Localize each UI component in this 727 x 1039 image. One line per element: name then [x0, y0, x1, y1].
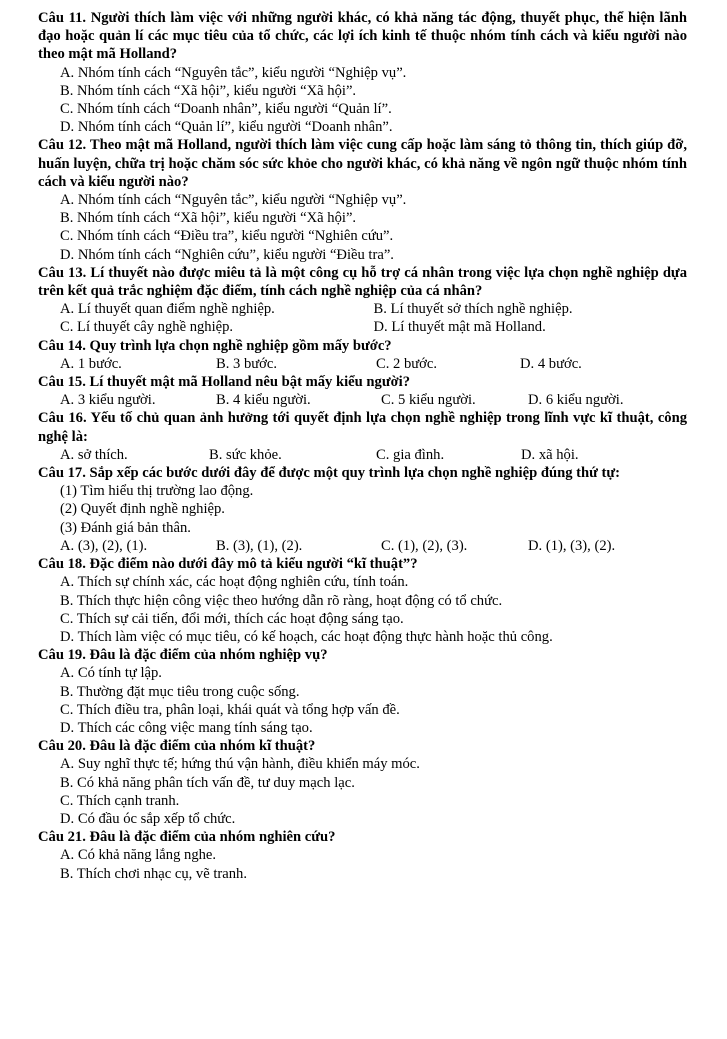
question-number: Câu 11. [38, 10, 87, 26]
question-stem: Sắp xếp các bước dưới đây để được một quy trình lựa chọn nghề nghiệp đúng thứ tự: [89, 465, 620, 482]
option-a: A. Thích sự chính xác, các hoạt động nghiên cứu, tính toán. [60, 574, 409, 591]
question-20 [38, 737, 687, 828]
option-c: C. Thích sự cải tiến, đổi mới, thích các hoạt động sáng tạo. [60, 610, 404, 627]
question-number: Câu 12. [38, 137, 87, 154]
option-d: D. Lí thuyết mật mã Holland. [373, 319, 546, 336]
question-number: Câu 14. [38, 337, 86, 354]
question-stem: Lí thuyết nào được miêu tả là một công cụ hỗ trợ cá nhân trong việc lựa chọn nghề nghiệp dựa trên kết quả trắc nghiệm đặc điểm, tính cách nghề nghiệp của cá nhân? [38, 264, 687, 300]
option-c: C. Nhóm tính cách “Điều tra”, kiểu người “Nghiên cứu”. [60, 228, 394, 245]
step-1: (1) Tìm hiểu thị trường lao động. [60, 483, 254, 500]
question-stem: Yếu tố chủ quan ảnh hưởng tới quyết định lựa chọn nghề nghiệp trong lĩnh vực kĩ thuật, công nghệ là: [38, 410, 688, 445]
question-stem: Đâu là đặc điểm của nhóm kĩ thuật? [89, 738, 316, 755]
option-d: D. xã hội. [521, 446, 579, 463]
step-2: (2) Quyết định nghề nghiệp. [60, 501, 225, 518]
options-row [38, 537, 687, 555]
option-c: C. Thích điều tra, phân loại, khái quát và tổng hợp vấn đề. [60, 701, 400, 718]
option-a: A. Nhóm tính cách “Nguyên tắc”, kiểu người “Nghiệp vụ”. [60, 192, 407, 209]
option-b: B. Thích thực hiện công việc theo hướng dẫn rõ ràng, hoạt động có tổ chức. [60, 592, 503, 609]
option-c: C. Nhóm tính cách “Doanh nhân”, kiểu người “Quản lí”. [60, 101, 392, 118]
question-19 [38, 646, 687, 737]
option-a: A. Lí thuyết quan điểm nghề nghiệp. [60, 301, 275, 318]
option-a: A. Nhóm tính cách “Nguyên tắc”, kiểu người “Nghiệp vụ”. [60, 64, 407, 81]
question-stem: Lí thuyết mật mã Holland nêu bật mấy kiểu người? [89, 374, 411, 391]
option-c: C. (1), (2), (3). [381, 537, 468, 554]
option-a: A. Suy nghĩ thực tế; hứng thú vận hành, điều khiển máy móc. [60, 756, 420, 773]
question-number: Câu 19. [38, 647, 86, 664]
question-number: Câu 21. [38, 829, 86, 846]
option-b: B. 4 kiểu người. [216, 392, 311, 409]
option-d: D. 6 kiểu người. [528, 392, 624, 409]
question-number: Câu 15. [38, 374, 86, 391]
option-c: C. 2 bước. [376, 355, 438, 372]
question-stem: Đâu là đặc điểm của nhóm nghiệp vụ? [89, 647, 328, 664]
option-a: A. Có tính tự lập. [60, 665, 162, 682]
question-16 [38, 409, 687, 464]
option-b: B. (3), (1), (2). [216, 537, 303, 554]
question-stem: Theo mật mã Holland, người thích làm việc cung cấp hoặc làm sáng tỏ thông tin, thích giúp đỡ, huấn luyện, chữa trị hoặc chăm sóc sức khỏe cho người khác, có khả năng về ngôn ngữ thuộc nhóm tính cách và kiểu người nào? [38, 137, 688, 190]
question-21 [38, 828, 687, 883]
option-d: D. Có đầu óc sắp xếp tổ chức. [60, 810, 236, 827]
question-stem: Quy trình lựa chọn nghề nghiệp gồm mấy bước? [89, 337, 392, 354]
option-a: A. 3 kiểu người. [60, 392, 156, 409]
option-b: B. Thích chơi nhạc cụ, vẽ tranh. [60, 865, 247, 882]
option-b: B. Nhóm tính cách “Xã hội”, kiểu người “Xã hội”. [60, 210, 357, 227]
option-b: B. 3 bước. [216, 355, 278, 372]
question-stem: Đặc điểm nào dưới đây mô tả kiểu người “kĩ thuật”? [89, 556, 418, 573]
question-17 [38, 464, 687, 555]
question-12 [38, 136, 687, 263]
options-row [38, 446, 687, 464]
options-row [38, 355, 687, 373]
question-stem: Đâu là đặc điểm của nhóm nghiên cứu? [89, 829, 336, 846]
option-b: B. Lí thuyết sở thích nghề nghiệp. [373, 301, 573, 318]
options-row [38, 300, 687, 318]
option-a: A. Có khả năng lắng nghe. [60, 847, 217, 864]
option-b: B. Thường đặt mục tiêu trong cuộc sống. [60, 683, 300, 700]
option-a: A. (3), (2), (1). [60, 537, 148, 554]
question-number: Câu 13. [38, 264, 87, 281]
question-stem: Người thích làm việc với những người khác, có khả năng tác động, thuyết phục, thể hiện lãnh đạo hoặc quản lí các mục tiêu của tổ chức, các lợi ích kinh tế thuộc nhóm tính cách và kiểu người nào theo mật mã Holland? [38, 10, 687, 63]
question-13 [38, 264, 687, 337]
option-a: A. sở thích. [60, 446, 128, 463]
option-b: B. sức khỏe. [209, 446, 282, 463]
option-d: D. Thích làm việc có mục tiêu, có kế hoạch, các hoạt động thực hành hoặc thủ công. [60, 628, 553, 645]
question-number: Câu 18. [38, 556, 86, 573]
option-d: D. Thích các công việc mang tính sáng tạo. [60, 719, 313, 736]
step-3: (3) Đánh giá bản thân. [60, 519, 191, 536]
option-c: C. 5 kiểu người. [381, 392, 476, 409]
option-d: D. (1), (3), (2). [528, 537, 616, 554]
option-d: D. 4 bước. [520, 355, 582, 372]
option-b: B. Có khả năng phân tích vấn đề, tư duy mạch lạc. [60, 774, 355, 791]
question-14 [38, 337, 687, 373]
option-c: C. Lí thuyết cây nghề nghiệp. [60, 319, 234, 336]
option-d: D. Nhóm tính cách “Quản lí”, kiểu người “Doanh nhân”. [60, 119, 393, 136]
question-18 [38, 555, 687, 646]
option-b: B. Nhóm tính cách “Xã hội”, kiểu người “Xã hội”. [60, 82, 357, 99]
question-15 [38, 373, 687, 409]
options-row [38, 318, 687, 336]
question-number: Câu 20. [38, 738, 86, 755]
option-c: C. gia đình. [376, 446, 445, 463]
option-d: D. Nhóm tính cách “Nghiên cứu”, kiểu người “Điều tra”. [60, 246, 394, 263]
option-c: C. Thích cạnh tranh. [60, 792, 180, 809]
option-a: A. 1 bước. [60, 355, 122, 372]
question-11 [38, 9, 687, 136]
question-number: Câu 17. [38, 465, 86, 482]
options-row [38, 391, 687, 409]
question-number: Câu 16. [38, 410, 87, 427]
